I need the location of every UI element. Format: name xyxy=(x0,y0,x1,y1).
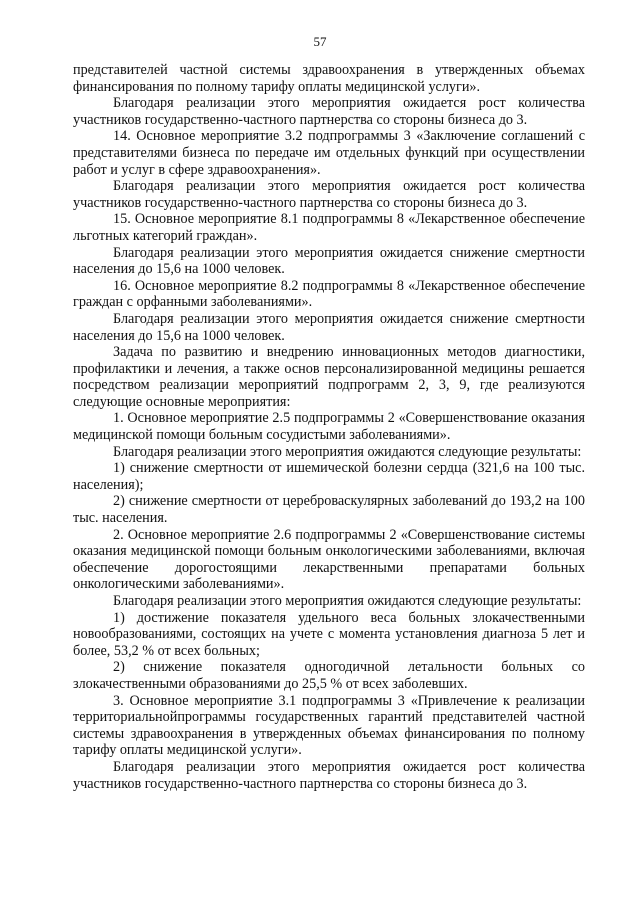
paragraph-expected-results-intro: Благодаря реализации этого мероприятия ожидаются следующие результаты: xyxy=(113,593,582,609)
paragraph-result-item-2: 2) снижение смертности от цереброваскулярных заболеваний до 193,2 на 100 тыс. населения. xyxy=(73,493,585,527)
paragraph-expected-result: Благодаря реализации этого мероприятия ожидается рост количества участников государственно-частного партнерства со стороны бизнеса до 3. xyxy=(73,178,585,211)
paragraph-measure-14: 14. Основное мероприятие 3.2 подпрограммы 3 «Заключение соглашений с представителями бизнеса по передаче им отдельных функций при осуществлении работ и услуг в сфере здравоохранения». xyxy=(73,128,585,178)
page-number: 57 xyxy=(313,34,327,49)
paragraph-expected-results-intro: Благодаря реализации этого мероприятия ожидаются следующие результаты: xyxy=(113,443,582,460)
paragraph-measure-16: 16. Основное мероприятие 8.2 подпрограммы 8 «Лекарственное обеспечение граждан с орфанными заболеваниями». xyxy=(73,277,585,311)
paragraph-measure-1: 1. Основное мероприятие 2.5 подпрограммы 2 «Совершенствование оказания медицинской помощи больным сосудистыми заболеваниями». xyxy=(73,410,585,444)
paragraph-result-item-1: 1) снижение смертности от ишемической болезни сердца (321,6 на 100 тыс. населения); xyxy=(73,460,585,493)
paragraph-result-item-1: 1) достижение показателя удельного веса больных злокачественными новообразованиями, состоящих на учете с момента установления диагноза 5 лет и более, 53,2 % от всех больных; xyxy=(73,609,585,659)
paragraph-task-innovation: Задача по развитию и внедрению инновационных методов диагностики, профилактики и лечения, а также основ персонализированной медицины решается посредством реализации мероприятий подпрограмм 2, 3, 9, где реализуются следующие основные мероприятия: xyxy=(73,344,585,410)
paragraph-expected-result: Благодаря реализации этого мероприятия ожидается рост количества участников государственно-частного партнерства со стороны бизнеса до 3. xyxy=(73,758,585,792)
paragraph-measure-2: 2. Основное мероприятие 2.6 подпрограммы 2 «Совершенствование системы оказания медицинской помощи больным онкологическими заболеваниями, включая обеспечение дорогостоящими лекарственными препаратами больных онкологическими заболеваниями». xyxy=(73,526,585,593)
paragraph-result-item-2: 2) снижение показателя одногодичной летальности больных со злокачественными образованиями до 25,5 % от всех заболевших. xyxy=(73,659,585,692)
paragraph-expected-result: Благодаря реализации этого мероприятия ожидается снижение смертности населения до 15,6 на 1000 человек. xyxy=(73,244,585,278)
paragraph-expected-result: Благодаря реализации этого мероприятия ожидается рост количества участников государственно-частного партнерства со стороны бизнеса до 3. xyxy=(73,95,585,128)
paragraph-measure-15: 15. Основное мероприятие 8.1 подпрограммы 8 «Лекарственное обеспечение льготных категорий граждан». xyxy=(73,211,585,244)
paragraph-measure-3: 3. Основное мероприятие 3.1 подпрограммы 3 «Привлечение к реализации территориальнойпрограммы государственных гарантий представителей частной системы здравоохранения в утвержденных объемах финансирования по полному тарифу оплаты медицинской услуги». xyxy=(73,692,585,759)
document-body xyxy=(73,62,585,792)
paragraph-continuation: представителей частной системы здравоохранения в утвержденных объемах финансирования по полному тарифу оплаты медицинской услуги». xyxy=(73,62,585,95)
paragraph-expected-result: Благодаря реализации этого мероприятия ожидается снижение смертности населения до 15,6 на 1000 человек. xyxy=(73,310,585,344)
